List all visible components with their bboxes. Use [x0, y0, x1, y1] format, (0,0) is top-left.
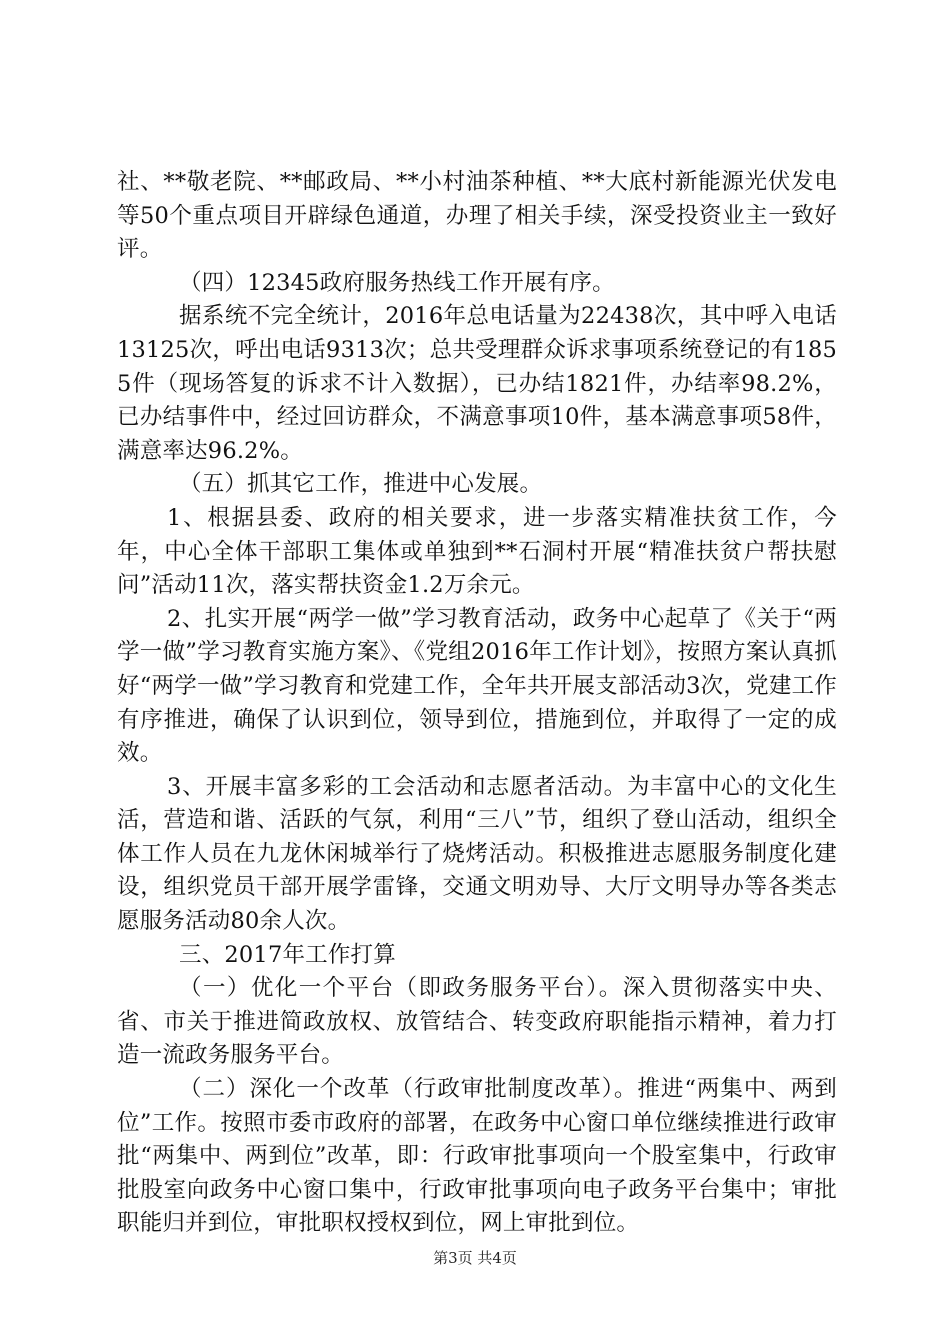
paragraph-6: 2、扎实开展“两学一做”学习教育活动，政务中心起草了《关于“两学一做”学习教育实施方案》、《党组2016年工作计划》，按照方案认真抓好“两学一做”学习教育和党建工作，全年共开展支部活动3次，党建工作有序推进，确保了认识到位，领导到位，措施到位，并取得了一定的成效。 — [117, 605, 837, 767]
paragraph-1: 社、**敬老院、**邮政局、**小村油茶种植、**大底村新能源光伏发电等50个重点项目开辟绿色通道，办理了相关手续，深受投资业主一致好评。 — [117, 169, 837, 263]
paragraph-9: （一）优化一个平台（即政务服务平台）。深入贯彻落实中央、省、市关于推进简政放权、放管结合、转变政府职能指示精神，着力打造一流政务服务平台。 — [117, 975, 837, 1069]
document-body — [117, 166, 837, 1241]
paragraph-3: 据系统不完全统计，2016年总电话量为22438次，其中呼入电话13125次，呼出电话9313次；总共受理群众诉求事项系统登记的有1855件（现场答复的诉求不计入数据），已办结1821件，办结率98.2%，已办结事件中，经过回访群众，不满意事项10件，基本满意事项58件，满意率达96.2%。 — [117, 303, 837, 464]
paragraph-2: （四）12345政府服务热线工作开展有序。 — [179, 269, 615, 296]
paragraph-10: （二）深化一个改革（行政审批制度改革）。推进“两集中、两到位”工作。按照市委市政府的部署，在政务中心窗口单位继续推进行政审批“两集中、两到位”改革，即：行政审批事项向一个股室集中，行政审批股室向政务中心窗口集中，行政审批事项向电子政务平台集中；审批职能归并到位，审批职权授权到位，网上审批到位。 — [117, 1076, 837, 1237]
page-number: 第3页 共4页 — [433, 1249, 517, 1267]
section-heading: 三、2017年工作打算 — [179, 941, 396, 968]
paragraph-4: （五）抓其它工作，推进中心发展。 — [179, 471, 543, 498]
paragraph-7: 3、开展丰富多彩的工会活动和志愿者活动。为丰富中心的文化生活，营造和谐、活跃的气氛，利用“三八”节，组织了登山活动，组织全体工作人员在九龙休闲城举行了烧烤活动。积极推进志愿服务制度化建设，组织党员干部开展学雷锋，交通文明劝导、大厅文明导办等各类志愿服务活动80余人次。 — [117, 773, 837, 935]
paragraph-5: 1、根据县委、政府的相关要求，进一步落实精准扶贫工作，今年，中心全体干部职工集体或单独到**石洞村开展“精准扶贫户帮扶慰问”活动11次，落实帮扶资金1.2万余元。 — [117, 504, 837, 599]
